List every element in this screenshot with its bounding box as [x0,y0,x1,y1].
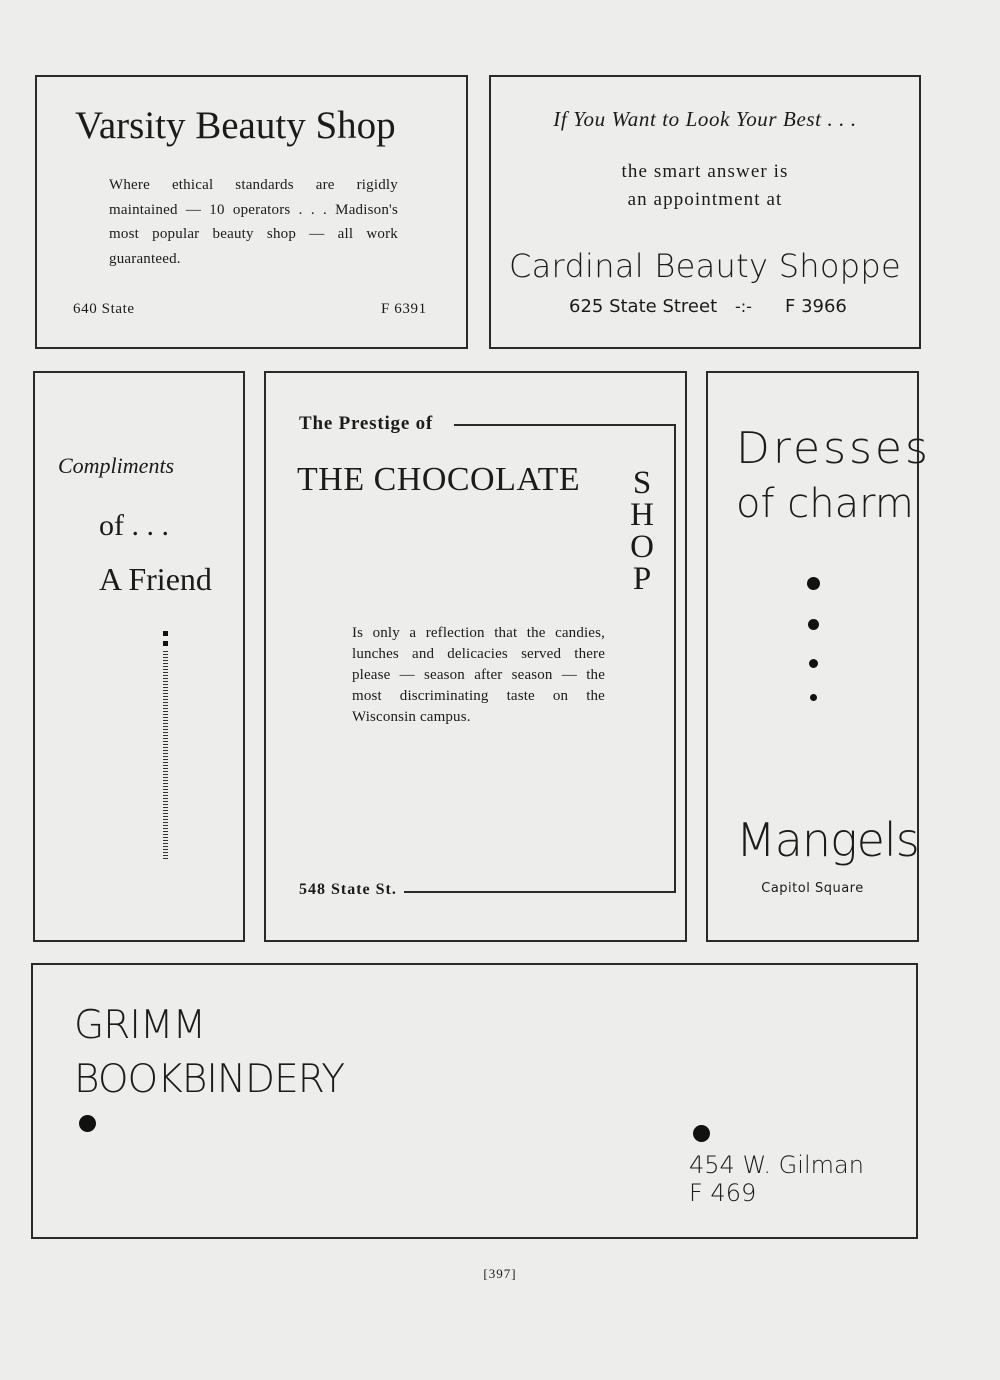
grimm-line-1: GRIMM [74,1003,206,1048]
grimm-bookbindery-ad [31,963,918,1239]
grimm-line-2: BOOKBINDERY [74,1057,345,1102]
shop-letter: P [632,561,652,597]
cardinal-name: Cardinal Beauty Shoppe [509,247,901,285]
frame-line-bottom [404,891,676,893]
varsity-phone: F 6391 [381,301,427,317]
mangels-line-2: of charm [736,481,914,527]
varsity-body: Where ethical standards are rigidly maintained — 10 operators . . . Madison's most popular beauty shop — all work guaranteed. [109,177,398,267]
frame-line-right [674,424,676,893]
cardinal-address: 625 State Street [569,296,718,317]
chocolate-shop-ad [264,371,687,942]
varsity-title: Varsity Beauty Shop [75,104,396,147]
grimm-phone: F 469 [689,1179,757,1207]
compliments-friend-ad [33,371,245,942]
frame-line-top [454,424,676,426]
cardinal-separator: -:- [735,297,752,316]
ornament-square [163,641,168,646]
chocolate-prestige: The Prestige of [299,413,434,434]
friend-compliments: Compliments [58,453,175,478]
bullet-dot [809,659,818,668]
cardinal-phone: F 3966 [785,296,847,317]
ornament-rule [163,651,168,861]
ornament-square [163,631,168,636]
varsity-address: 640 State [73,301,135,317]
mangels-name: Mangels [736,813,919,867]
mangels-line-1: Dresses [736,423,931,474]
friend-name: A Friend [99,561,212,597]
cardinal-beauty-shoppe-ad [489,75,921,349]
bullet-dot [79,1115,96,1132]
cardinal-line-1: the smart answer is [621,161,789,182]
grimm-address: 454 W. Gilman [689,1151,864,1179]
cardinal-line-2: an appointment at [627,189,783,210]
shop-letter: H [630,497,654,533]
bullet-dot [810,694,817,701]
friend-of: of . . . [99,509,169,542]
mangels-ad [706,371,931,942]
varsity-beauty-shop-ad [35,75,468,349]
chocolate-address: 548 State St. [299,881,397,898]
chocolate-body: Is only a reflection that the candies, lunches and delicacies served there please — season after season — the most discriminating taste on the Wisconsin campus. [352,625,605,725]
shop-letter: O [630,529,654,565]
bullet-dot [693,1125,710,1142]
shop-letter: S [632,465,652,501]
chocolate-title: THE CHOCOLATE [297,461,581,498]
mangels-location: Capitol Square [761,881,864,896]
page-number: [397] [483,1266,517,1281]
cardinal-headline: If You Want to Look Your Best . . . [553,107,857,131]
bullet-dot [807,577,820,590]
bullet-dot [808,619,819,630]
